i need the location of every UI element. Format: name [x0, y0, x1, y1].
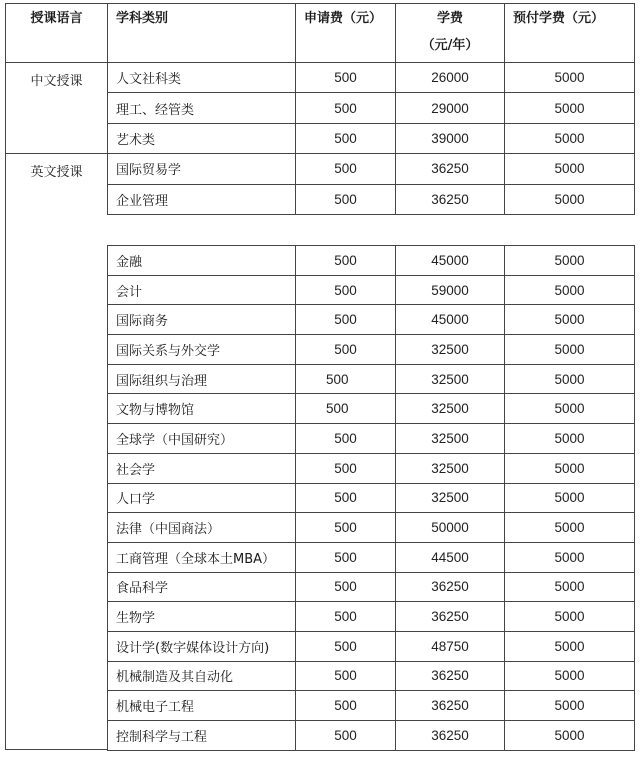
application-fee-cell: 500: [296, 123, 396, 153]
category-cell: 人文社科类: [108, 63, 296, 93]
tuition-cell: 36250: [396, 572, 505, 602]
tuition-cell: 36250: [396, 184, 505, 214]
application-fee-cell: 500: [296, 394, 396, 424]
category-cell: 国际商务: [108, 305, 296, 335]
application-fee-cell: 500: [296, 542, 396, 572]
language-cell-english: 英文授课: [6, 154, 108, 215]
prepaid-cell: 5000: [505, 424, 635, 454]
category-cell: 设计学(数字媒体设计方向): [108, 631, 296, 661]
tuition-cell: 50000: [396, 513, 505, 543]
prepaid-cell: 5000: [505, 246, 635, 276]
table-header-row: [6, 4, 635, 63]
category-cell: 法律（中国商法）: [108, 513, 296, 543]
category-cell: 国际关系与外交学: [108, 335, 296, 365]
prepaid-cell: 5000: [505, 364, 635, 394]
application-fee-cell: 500: [296, 661, 396, 691]
prepaid-cell: 5000: [505, 602, 635, 632]
prepaid-cell: 5000: [505, 483, 635, 513]
category-cell: 机械制造及其自动化: [108, 661, 296, 691]
table-row: [6, 63, 635, 93]
category-cell: 生物学: [108, 602, 296, 632]
category-cell: 机械电子工程: [108, 691, 296, 721]
table-row: [108, 394, 635, 424]
application-fee-cell: 500: [296, 483, 396, 513]
category-cell: 食品科学: [108, 572, 296, 602]
tuition-cell: 36250: [396, 721, 505, 751]
header-category: 学科类别: [108, 4, 296, 63]
application-fee-cell: 500: [296, 364, 396, 394]
tuition-cell: 39000: [396, 123, 505, 153]
category-cell: 企业管理: [108, 184, 296, 214]
category-cell: 会计: [108, 275, 296, 305]
table-row: [108, 572, 635, 602]
table-row: [108, 602, 635, 632]
application-fee-cell: 500: [296, 305, 396, 335]
prepaid-cell: 5000: [505, 513, 635, 543]
application-fee-cell: 500: [296, 335, 396, 365]
table-row: [108, 483, 635, 513]
prepaid-cell: 5000: [505, 275, 635, 305]
table-row: [108, 275, 635, 305]
category-cell: 社会学: [108, 453, 296, 483]
language-column-border-left: [5, 183, 6, 750]
header-prepaid-tuition: 预付学费（元）: [505, 4, 635, 63]
tuition-cell: 36250: [396, 691, 505, 721]
tuition-cell: 32500: [396, 424, 505, 454]
application-fee-cell: 500: [296, 424, 396, 454]
table-row: [108, 542, 635, 572]
category-cell: 控制科学与工程: [108, 721, 296, 751]
table-row: [108, 305, 635, 335]
table-row: [108, 364, 635, 394]
tuition-cell: 32500: [396, 394, 505, 424]
application-fee-cell: 500: [296, 572, 396, 602]
tuition-cell: 32500: [396, 453, 505, 483]
application-fee-cell: 500: [296, 275, 396, 305]
category-cell: 人口学: [108, 483, 296, 513]
prepaid-cell: 5000: [505, 631, 635, 661]
tuition-cell: 45000: [396, 305, 505, 335]
prepaid-cell: 5000: [505, 123, 635, 153]
prepaid-cell: 5000: [505, 572, 635, 602]
tuition-cell: 45000: [396, 246, 505, 276]
table-row: [108, 631, 635, 661]
language-cell-chinese: 中文授课: [6, 63, 108, 154]
application-fee-cell: 500: [296, 721, 396, 751]
prepaid-cell: 5000: [505, 184, 635, 214]
category-cell: 全球学（中国研究）: [108, 424, 296, 454]
tuition-cell: 26000: [396, 63, 505, 93]
header-tuition: 学费 （元/年）: [396, 4, 505, 63]
prepaid-cell: 5000: [505, 691, 635, 721]
application-fee-cell: 500: [296, 184, 396, 214]
application-fee-cell: 500: [296, 691, 396, 721]
application-fee-cell: 500: [296, 246, 396, 276]
prepaid-cell: 5000: [505, 63, 635, 93]
application-fee-cell: 500: [296, 93, 396, 123]
table-row: [108, 513, 635, 543]
table-row: [108, 691, 635, 721]
prepaid-cell: 5000: [505, 154, 635, 184]
table-row: [108, 453, 635, 483]
application-fee-cell: 500: [296, 453, 396, 483]
prepaid-cell: 5000: [505, 661, 635, 691]
table-row: [6, 154, 635, 184]
language-column-border-bottom: [5, 749, 107, 750]
prepaid-cell: 5000: [505, 305, 635, 335]
fee-table-part-1: [5, 3, 635, 215]
prepaid-cell: 5000: [505, 93, 635, 123]
prepaid-cell: 5000: [505, 453, 635, 483]
application-fee-cell: 500: [296, 631, 396, 661]
category-cell: 理工、经管类: [108, 93, 296, 123]
table-row: [108, 424, 635, 454]
application-fee-cell: 500: [296, 63, 396, 93]
tuition-cell: 32500: [396, 335, 505, 365]
table-row: [108, 246, 635, 276]
application-fee-cell: 500: [296, 513, 396, 543]
tuition-cell: 36250: [396, 661, 505, 691]
prepaid-cell: 5000: [505, 721, 635, 751]
tuition-cell: 29000: [396, 93, 505, 123]
category-cell: 金融: [108, 246, 296, 276]
tuition-cell: 32500: [396, 364, 505, 394]
tuition-cell: 48750: [396, 631, 505, 661]
tuition-cell: 59000: [396, 275, 505, 305]
application-fee-cell: 500: [296, 154, 396, 184]
prepaid-cell: 5000: [505, 542, 635, 572]
prepaid-cell: 5000: [505, 394, 635, 424]
application-fee-cell: 500: [296, 602, 396, 632]
category-cell: 国际组织与治理: [108, 364, 296, 394]
tuition-cell: 36250: [396, 602, 505, 632]
prepaid-cell: 5000: [505, 335, 635, 365]
table-row: [108, 661, 635, 691]
header-language: 授课语言: [6, 4, 108, 63]
category-cell: 国际贸易学: [108, 154, 296, 184]
tuition-cell: 36250: [396, 154, 505, 184]
table-row: [108, 721, 635, 751]
header-application-fee: 申请费（元）: [296, 4, 396, 63]
category-cell: 工商管理（全球本土MBA）: [108, 542, 296, 572]
tuition-cell: 32500: [396, 483, 505, 513]
table-row: [108, 335, 635, 365]
category-cell: 艺术类: [108, 123, 296, 153]
fee-table-part-2: [107, 245, 635, 751]
category-cell: 文物与博物馆: [108, 394, 296, 424]
tuition-cell: 44500: [396, 542, 505, 572]
